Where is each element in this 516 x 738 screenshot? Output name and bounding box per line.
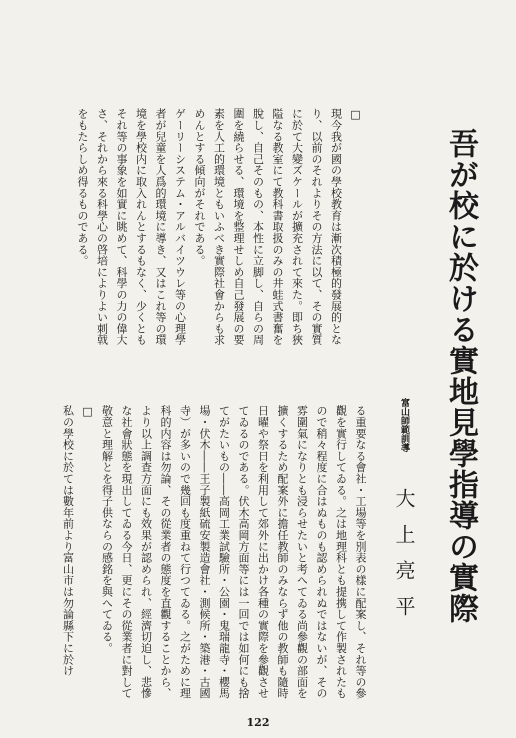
upper-body-text bbox=[40, 108, 365, 353]
section-mark: □ bbox=[349, 108, 362, 122]
author-name: 大上亮平 bbox=[392, 488, 416, 632]
article-title: 吾が校に於ける實地見學指導の實際 bbox=[443, 128, 478, 624]
paragraph: 私の學校に於ては數年前より富山市は勿論縣下に於け bbox=[61, 405, 75, 677]
section-mark: □ bbox=[81, 405, 94, 419]
paragraph: ゲーリーシステム・アルバイツウレ等の心理學者が兒童を人爲的環境に導き、又はこれ等の環境を學校内に取入れんとするもなく、少くともそれ等の事象を如實に眺めて、科學の力の偉大さ、それから來る科學心の啓培によりよい刺戟をもたらしめ得るものである。 bbox=[76, 108, 187, 346]
author-affiliation: 富山師範訓導 bbox=[399, 398, 409, 452]
paragraph: る重要なる會社・工場等を別表の樣に配案し、それ等の參觀を實行してゐる。之は地理科とも提携して作製されたもので稍々程度に合はぬものも認められぬではないが、その雰圍氣になりとも浸らせたいと考へてゐる尚參觀の部面を擴くするため配案外に擔任教師のみならず他の教師も隨時日曜や祭日を利用して郊外に出かけ各種の實際を參觀させてゐるのである。伏木高岡方面等には一回では如何にも捨てがたいもの――高岡工業試驗所・公園・鬼瑞龍寺・櫻馬場・伏木――王子製紙硫安製造會社・測候所・築港・古國寺）が多いので幾回も度重ねて行つてゐる。之がために理科的内容は勿論、その從業者の態度を直觀することから、より以上調査方面にも效果が認められ、經濟切迫し、悲慘な社會狀態を現出してゐる今日、更にその從業者に對して敬意と理解とを得子供ならの感銘を與へてゐる。 bbox=[100, 405, 367, 699]
lower-body-text bbox=[40, 405, 370, 710]
page-number: 122 bbox=[246, 716, 270, 729]
paragraph: 現今我が國の學校教育は漸次積極的發展的となり、以前のそれよりその方法に以て、その實質に於て大變ズケールが擴充されて來た。即ち狹隘なる教室にて教科書取扱のみの井蛙式書奮を脫し、自己そのもの、本性に立脚し、自らの周圍を繞らせる、環境を整理せしめ自己發展の要素を人工的環境ともいふべき實際社會からも求めんとする傾向がそれである。 bbox=[193, 108, 343, 346]
